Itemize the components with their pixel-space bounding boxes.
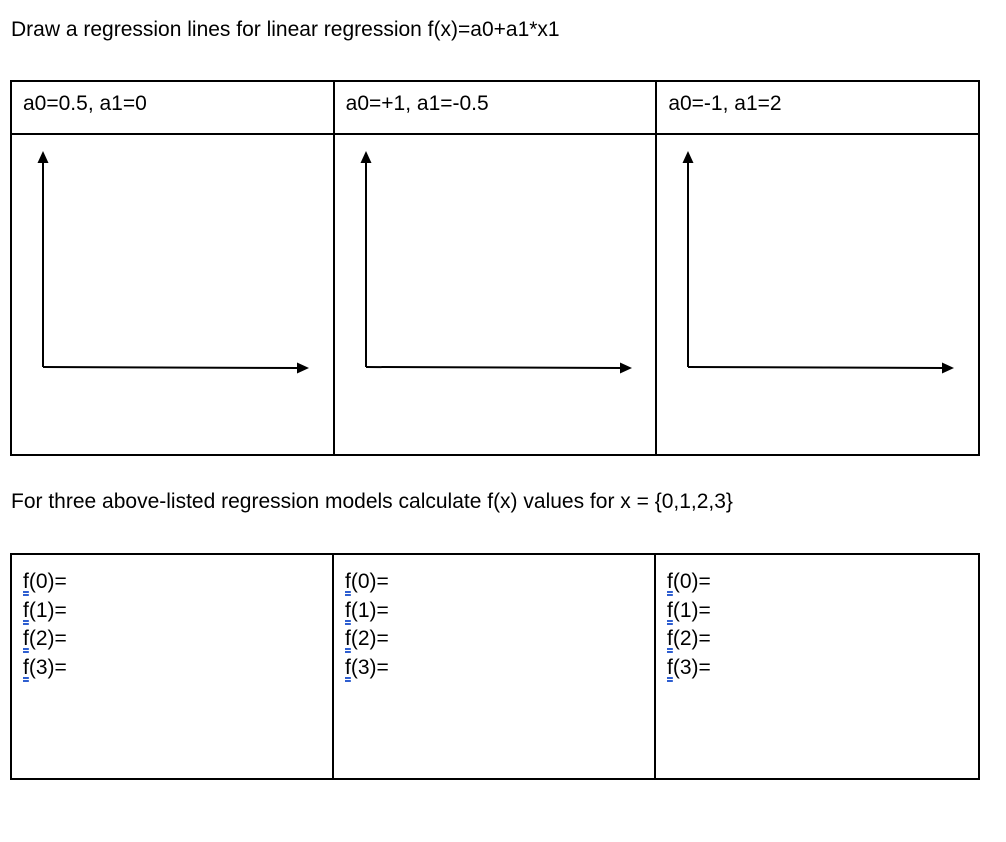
model-header-2: a0=+1, a1=-0.5 bbox=[334, 81, 657, 134]
plot-cell-3[interactable] bbox=[656, 134, 979, 455]
function-name: f bbox=[23, 627, 29, 650]
function-name: f bbox=[23, 655, 29, 679]
function-name: f bbox=[345, 598, 351, 622]
answer-argument: (1)= bbox=[28, 598, 67, 622]
answer-argument: (0)= bbox=[28, 570, 67, 593]
function-name: f bbox=[667, 598, 673, 622]
function-name: f bbox=[345, 627, 351, 650]
answer-line bbox=[345, 597, 643, 626]
plot-cell-2[interactable] bbox=[334, 134, 657, 455]
calculation-row bbox=[11, 554, 979, 779]
answer-argument: (2)= bbox=[28, 627, 67, 650]
answer-line bbox=[345, 568, 643, 597]
answer-line bbox=[667, 625, 967, 654]
plot-cell-1[interactable] bbox=[11, 134, 334, 455]
answer-list bbox=[345, 568, 643, 682]
calc-cell-2[interactable] bbox=[333, 554, 655, 779]
answer-argument: (2)= bbox=[350, 627, 389, 650]
function-name: f bbox=[345, 570, 351, 593]
answer-line bbox=[23, 654, 321, 683]
draw-instruction: Draw a regression lines for linear regression f(x)=a0+a1*x1 bbox=[11, 18, 560, 41]
function-name: f bbox=[667, 627, 673, 650]
model-header-3: a0=-1, a1=2 bbox=[656, 81, 979, 134]
function-name: f bbox=[23, 598, 29, 622]
empty-axes-2 bbox=[335, 135, 655, 453]
answer-argument: (3)= bbox=[28, 655, 67, 679]
function-name: f bbox=[667, 655, 673, 679]
answer-line bbox=[667, 568, 967, 597]
answer-argument: (0)= bbox=[350, 570, 389, 593]
answer-argument: (2)= bbox=[672, 627, 711, 650]
answer-argument: (1)= bbox=[672, 598, 711, 622]
answer-line bbox=[345, 625, 643, 654]
function-name: f bbox=[345, 655, 351, 679]
answer-line bbox=[23, 597, 321, 626]
answer-list bbox=[23, 568, 321, 682]
answer-argument: (0)= bbox=[672, 570, 711, 593]
answer-line bbox=[23, 625, 321, 654]
regression-plot-table bbox=[10, 80, 980, 456]
answer-argument: (1)= bbox=[350, 598, 389, 622]
answer-argument: (3)= bbox=[350, 655, 389, 679]
empty-axes-1 bbox=[12, 135, 332, 453]
model-header-1: a0=0.5, a1=0 bbox=[11, 81, 334, 134]
answer-line bbox=[667, 654, 967, 683]
answer-line bbox=[345, 654, 643, 683]
answer-list bbox=[667, 568, 967, 682]
calc-cell-3[interactable] bbox=[655, 554, 979, 779]
plot-row bbox=[11, 134, 979, 455]
model-header-row bbox=[11, 81, 979, 134]
answer-argument: (3)= bbox=[672, 655, 711, 679]
answer-line bbox=[667, 597, 967, 626]
calculate-instruction: For three above-listed regression models calculate f(x) values for x = {0,1,2,3} bbox=[11, 490, 733, 513]
function-name: f bbox=[667, 570, 673, 593]
calculation-table bbox=[10, 553, 980, 780]
answer-line bbox=[23, 568, 321, 597]
empty-axes-3 bbox=[657, 135, 977, 453]
calc-cell-1[interactable] bbox=[11, 554, 333, 779]
function-name: f bbox=[23, 570, 29, 593]
